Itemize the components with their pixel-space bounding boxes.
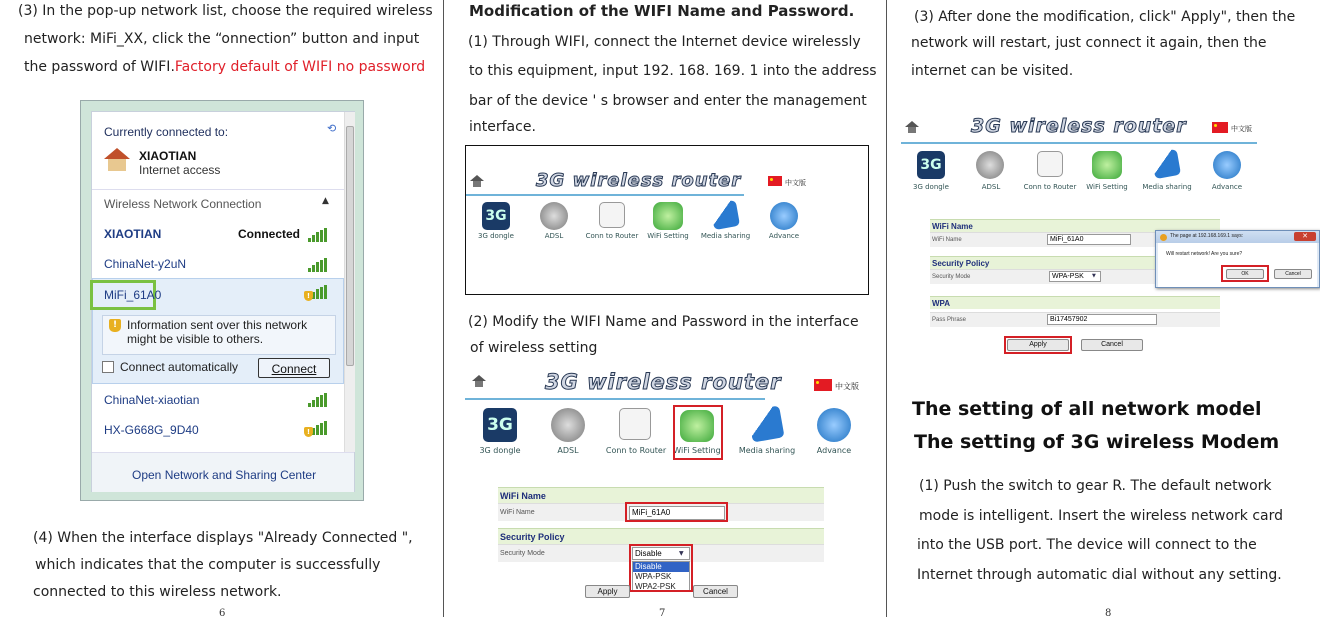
language-link[interactable]: 中文版 bbox=[1231, 125, 1252, 133]
menu-media-sharing[interactable]: Media sharing bbox=[1142, 183, 1192, 191]
heading-3g-modem: The setting of 3G wireless Modem bbox=[914, 431, 1280, 453]
dialog-title: The page at 192.168.169.1 says: bbox=[1170, 233, 1244, 239]
home-icon[interactable] bbox=[470, 175, 484, 187]
security-mode-select[interactable]: Disable bbox=[632, 547, 690, 560]
menu-advance[interactable]: Advance bbox=[1211, 183, 1243, 191]
menu-adsl[interactable]: ADSL bbox=[557, 446, 579, 455]
connected-status: Connected bbox=[238, 227, 301, 241]
china-flag-icon[interactable] bbox=[1212, 122, 1228, 133]
auto-connect-label: Connect automatically bbox=[120, 360, 239, 374]
adsl-icon[interactable] bbox=[540, 202, 568, 230]
browser-icon bbox=[1160, 234, 1167, 241]
chevron-down-icon[interactable]: ▼ bbox=[679, 550, 684, 557]
collapse-icon[interactable]: ▲ bbox=[322, 196, 329, 206]
adsl-icon[interactable] bbox=[976, 151, 1004, 179]
page-number: 6 bbox=[219, 608, 226, 617]
menu-conn-router[interactable]: Conn to Router bbox=[1023, 183, 1077, 191]
step3-text: (3) In the pop-up network list, choose the required wireless bbox=[18, 3, 433, 19]
network-item-chinanet[interactable]: ChinaNet-y2uN bbox=[104, 257, 187, 271]
home-icon[interactable] bbox=[472, 375, 486, 387]
network-item-xiaotian2[interactable]: ChinaNet-xiaotian bbox=[104, 393, 200, 407]
connect-button[interactable]: Connect bbox=[258, 358, 330, 378]
wifi-name-row: WiFi Name bbox=[498, 503, 824, 521]
network-item-xiaotian[interactable]: XIAOTIAN bbox=[104, 227, 162, 241]
wifi-icon[interactable] bbox=[653, 202, 683, 230]
security-mode-highlight bbox=[629, 544, 693, 592]
option-wpa-psk[interactable]: WPA-PSK bbox=[635, 572, 672, 581]
usb-stick-icon[interactable] bbox=[710, 200, 740, 230]
usb-stick-icon[interactable] bbox=[1151, 149, 1181, 179]
router-icon[interactable] bbox=[619, 408, 651, 440]
house-icon bbox=[104, 148, 130, 172]
router-title: 3G wireless router bbox=[971, 115, 1187, 137]
ok-highlight bbox=[1221, 265, 1269, 282]
wifi-icon[interactable] bbox=[1092, 151, 1122, 179]
language-link[interactable]: 中文版 bbox=[785, 179, 806, 187]
home-icon[interactable] bbox=[905, 121, 919, 133]
router-home-screenshot bbox=[465, 145, 869, 295]
pass-phrase-input[interactable]: Bi17457902 bbox=[1047, 314, 1157, 325]
dialog-cancel-button[interactable]: Cancel bbox=[1274, 269, 1312, 279]
mode-text: Internet through automatic dial without any setting. bbox=[917, 567, 1282, 583]
menu-conn-router[interactable]: Conn to Router bbox=[605, 446, 667, 455]
manual-page-7 bbox=[443, 0, 886, 617]
china-flag-icon[interactable] bbox=[768, 176, 782, 186]
auto-connect-checkbox[interactable] bbox=[102, 361, 114, 373]
heading-network-model: The setting of all network model bbox=[912, 398, 1262, 420]
cancel-button[interactable]: Cancel bbox=[693, 585, 738, 598]
menu-3g-dongle[interactable]: 3G dongle bbox=[913, 183, 949, 191]
router-apply-screenshot bbox=[901, 115, 1320, 360]
step3-text: (3) After done the modification, click" Apply", then the bbox=[914, 9, 1296, 25]
network-sharing-link[interactable]: Open Network and Sharing Center bbox=[132, 468, 317, 482]
default-password-note: Factory default of WIFI no password bbox=[174, 59, 426, 75]
security-policy-section: Security Policy bbox=[498, 528, 824, 544]
security-mode-row: Security Mode bbox=[498, 544, 824, 562]
step1-text: bar of the device ' s browser and enter the management bbox=[469, 93, 867, 109]
apply-highlight bbox=[1004, 336, 1072, 354]
menu-wifi-setting[interactable]: WiFi Setting bbox=[647, 232, 689, 240]
wifi-name-input[interactable]: MiFi_61A0 bbox=[1047, 234, 1131, 245]
step3-text: the password of WIFI.Factory default of WIFI no password bbox=[24, 59, 426, 75]
shield-icon: ! bbox=[304, 427, 313, 437]
router-icon[interactable] bbox=[599, 202, 625, 228]
page-number: 7 bbox=[659, 608, 666, 617]
internet-access-label: Internet access bbox=[139, 163, 221, 177]
step4-text: which indicates that the computer is successfully bbox=[35, 557, 381, 573]
mode-text: (1) Push the switch to gear R. The default network bbox=[919, 478, 1272, 494]
menu-3g-dongle[interactable]: 3G dongle bbox=[478, 232, 514, 240]
wireless-section-header[interactable]: Wireless Network Connection bbox=[104, 197, 262, 211]
security-policy-section: Security Policy bbox=[930, 256, 1220, 269]
mode-text: mode is intelligent. Insert the wireless network card bbox=[919, 508, 1284, 524]
menu-advance[interactable]: Advance bbox=[768, 232, 800, 240]
menu-conn-router[interactable]: Conn to Router bbox=[585, 232, 639, 240]
router-title: 3G wireless router bbox=[545, 370, 782, 394]
wifi-name-row: WiFi Name bbox=[930, 232, 1220, 247]
shield-icon: ! bbox=[304, 291, 313, 301]
router-icon[interactable] bbox=[1037, 151, 1063, 177]
advance-gear-icon[interactable] bbox=[1213, 151, 1241, 179]
step4-text: connected to this wireless network. bbox=[33, 584, 282, 600]
menu-wifi-setting[interactable]: WiFi Setting bbox=[1086, 183, 1128, 191]
page-number: 8 bbox=[1105, 608, 1112, 617]
china-flag-icon[interactable] bbox=[814, 379, 832, 391]
apply-button[interactable]: Apply bbox=[1007, 339, 1069, 351]
connected-network-name: XIAOTIAN bbox=[139, 149, 197, 163]
network-item-mifi[interactable]: MiFi_61A0 bbox=[104, 288, 162, 302]
step1-text: interface. bbox=[469, 119, 536, 135]
3g-dongle-icon[interactable]: 3G bbox=[483, 408, 517, 442]
signal-icon bbox=[308, 258, 328, 272]
network-popup bbox=[80, 100, 364, 501]
wifi-name-highlight bbox=[625, 502, 728, 522]
language-link[interactable]: 中文版 bbox=[835, 382, 859, 391]
dialog-ok-button[interactable]: OK bbox=[1226, 269, 1264, 279]
signal-icon bbox=[308, 228, 328, 242]
manual-page-8 bbox=[886, 0, 1320, 617]
menu-3g-dongle[interactable]: 3G dongle bbox=[479, 446, 521, 455]
usb-stick-icon[interactable] bbox=[747, 405, 784, 442]
step2-text: (2) Modify the WIFI Name and Password in the interface bbox=[468, 314, 859, 330]
pass-phrase-row: Pass Phrase bbox=[930, 312, 1220, 327]
currently-connected-label: Currently connected to: bbox=[104, 125, 229, 139]
warning-text: Information sent over this network bbox=[127, 318, 308, 332]
step3-text: internet can be visited. bbox=[911, 63, 1074, 79]
step3-text: network will restart, just connect it again, then the bbox=[911, 35, 1267, 51]
adsl-icon[interactable] bbox=[551, 408, 585, 442]
advance-gear-icon[interactable] bbox=[770, 202, 798, 230]
confirm-dialog bbox=[1155, 230, 1320, 288]
wifi-name-section: WiFi Name bbox=[930, 219, 1220, 232]
3g-dongle-icon[interactable]: 3G bbox=[482, 202, 510, 230]
wpa-section: WPA bbox=[930, 296, 1220, 309]
menu-advance[interactable]: Advance bbox=[816, 446, 852, 455]
chevron-down-icon[interactable]: ▼ bbox=[1092, 273, 1096, 279]
step2-text: of wireless setting bbox=[470, 340, 598, 356]
refresh-icon[interactable]: ⟲ bbox=[327, 122, 337, 135]
scrollbar-thumb[interactable] bbox=[346, 126, 354, 366]
menu-adsl[interactable]: ADSL bbox=[544, 232, 564, 240]
step1-text: to this equipment, input 192. 168. 169. 1 into the address bbox=[469, 63, 877, 79]
manual-page-6 bbox=[0, 0, 443, 617]
warning-shield-icon: ! bbox=[109, 319, 121, 332]
menu-media-sharing[interactable]: Media sharing bbox=[700, 232, 751, 240]
step3-text: network: MiFi_XX, click the “onnection” button and input bbox=[24, 31, 420, 47]
apply-button[interactable]: Apply bbox=[585, 585, 630, 598]
section-heading: Modification of the WIFI Name and Password. bbox=[469, 2, 855, 20]
3g-dongle-icon[interactable]: 3G bbox=[917, 151, 945, 179]
advance-gear-icon[interactable] bbox=[817, 408, 851, 442]
cancel-button[interactable]: Cancel bbox=[1081, 339, 1143, 351]
wifi-name-input[interactable]: MiFi_61A0 bbox=[629, 506, 725, 520]
network-item-hx[interactable]: HX-G668G_9D40 bbox=[104, 423, 199, 437]
mode-text: into the USB port. The device will connect to the bbox=[917, 537, 1257, 553]
scrollbar[interactable] bbox=[344, 112, 355, 452]
wifi-name-section: WiFi Name bbox=[498, 487, 824, 503]
security-mode-select[interactable]: WPA-PSK bbox=[1049, 271, 1101, 282]
menu-adsl[interactable]: ADSL bbox=[981, 183, 1001, 191]
step1-text: (1) Through WIFI, connect the Internet device wirelessly bbox=[468, 34, 861, 50]
menu-media-sharing[interactable]: Media sharing bbox=[738, 446, 796, 455]
option-disable[interactable]: Disable bbox=[633, 562, 689, 572]
wifi-setting-highlight bbox=[673, 405, 723, 460]
router-title: 3G wireless router bbox=[536, 170, 742, 191]
router-wifi-screenshot bbox=[465, 370, 869, 610]
security-mode-row: Security Mode bbox=[930, 269, 1220, 284]
warning-text: might be visible to others. bbox=[127, 332, 264, 346]
menu-wifi-setting[interactable]: WiFi Setting bbox=[673, 446, 721, 455]
option-wpa2-psk[interactable]: WPA2-PSK bbox=[635, 582, 676, 591]
signal-icon bbox=[308, 393, 328, 407]
dialog-message: Will restart network! Are you sure? bbox=[1166, 251, 1243, 257]
close-icon[interactable]: ✕ bbox=[1294, 232, 1316, 241]
step4-text: (4) When the interface displays "Already Connected ", bbox=[33, 530, 413, 546]
